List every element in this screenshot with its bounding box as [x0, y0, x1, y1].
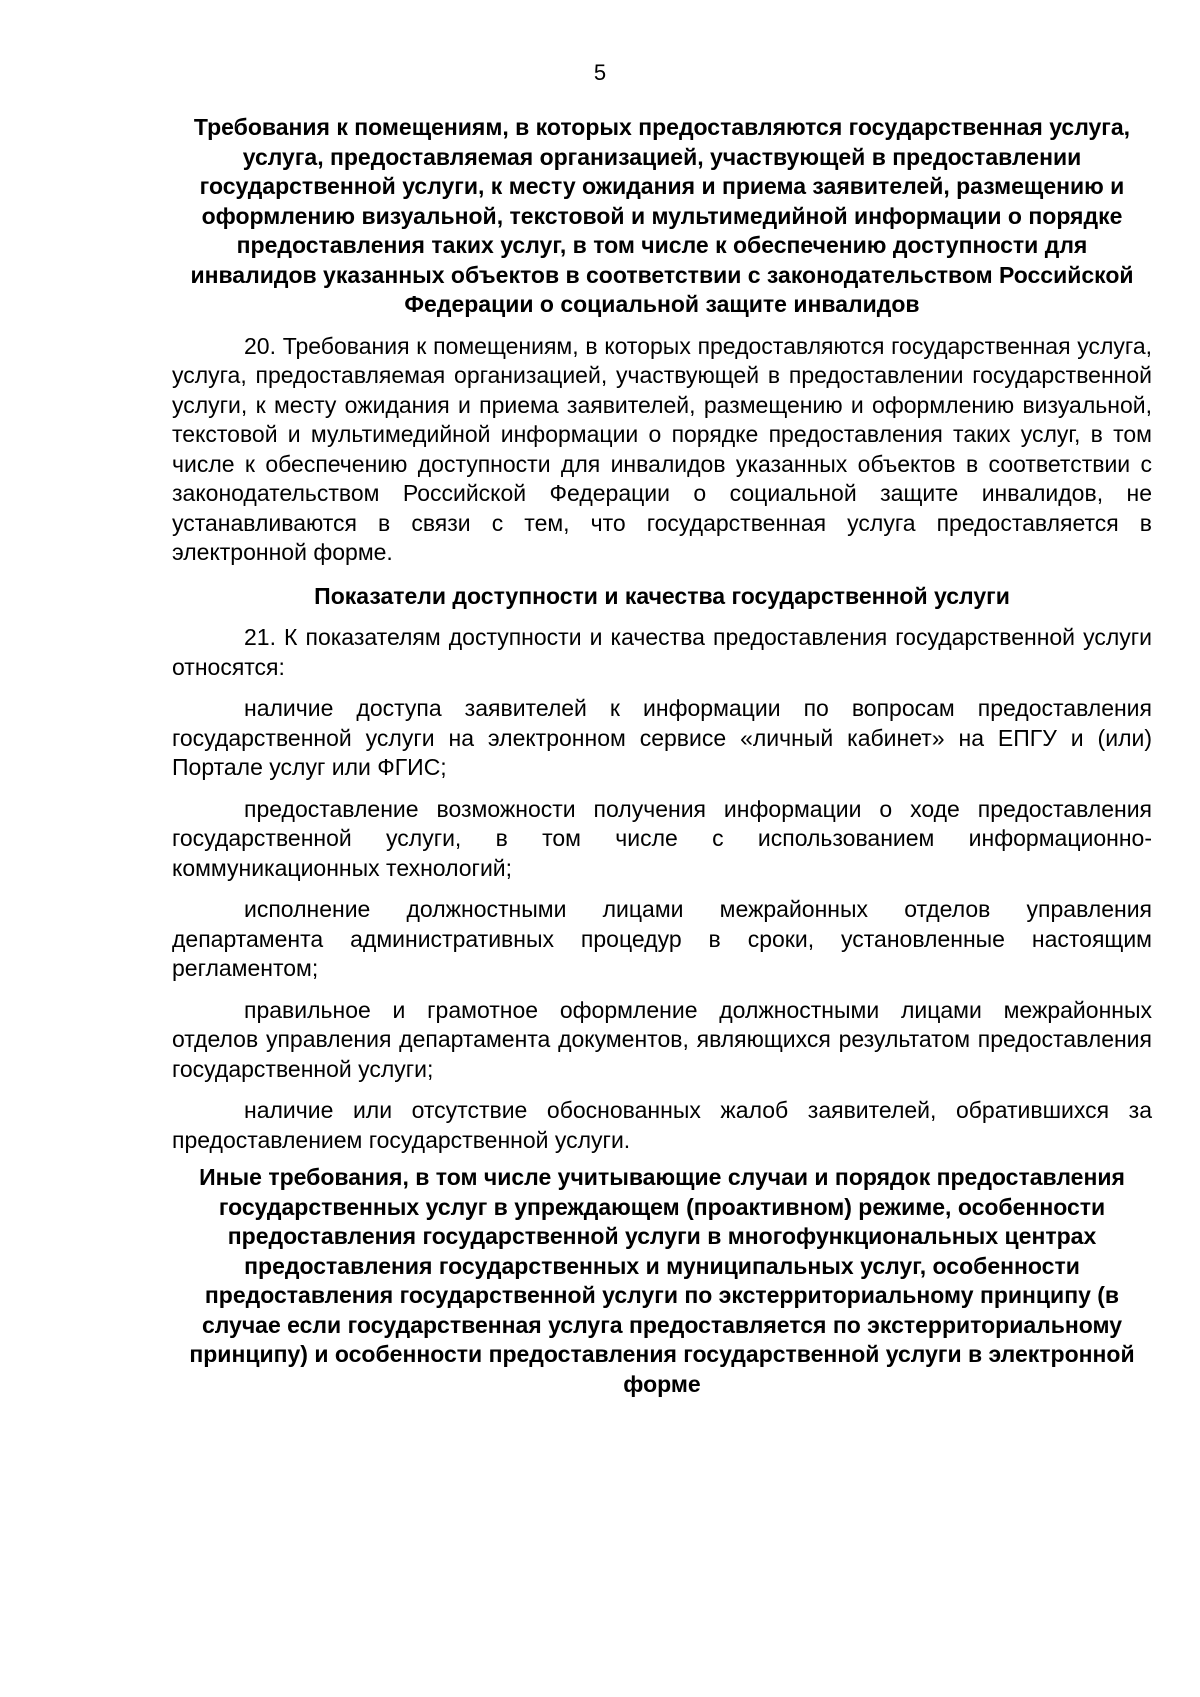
list-item: предоставление возможности получения информации о ходе предоставления государственной услуги, в том числе с использованием информационно-коммуникационных технологий; [172, 795, 1152, 881]
paragraph-21: 21. К показателям доступности и качества предоставления государственной услуги относятся: [172, 624, 1152, 680]
section-heading-premises-requirements: Требования к помещениям, в которых предоставляются государственная услуга, услуга, предоставляемая организацией, участвующей в предоставлении государственной услуги, к месту ожидания и приема заявителей, размещению и оформлению визуальной, текстовой и мультимедийной информации о порядке предоставления таких услуг, в том числе к обеспечению доступности для инвалидов указанных объектов в соответствии с законодательством Российской Федерации о социальной защите инвалидов [190, 114, 1134, 317]
list-item: правильное и грамотное оформление должностными лицами межрайонных отделов управления департамента документов, являющихся результатом предоставления государственной услуги; [172, 996, 1152, 1082]
page-number: 5 [593, 60, 607, 85]
list-item: исполнение должностными лицами межрайонных отделов управления департамента административных процедур в сроки, установленные настоящим регламентом; [172, 896, 1152, 981]
section-heading-accessibility-quality: Показатели доступности и качества государственной услуги [314, 582, 1010, 609]
section-heading-other-requirements: Иные требования, в том числе учитывающие случаи и порядок предоставления государственных услуг в упреждающем (проактивном) режиме, особенности предоставления государственной услуги в многофункциональных центрах предоставления государственных и муниципальных услуг, особенности предоставления государственной услуги по экстерриториальному принципу (в случае если государственная услуга предоставляется по экстерриториальному принципу) и особенности предоставления государственной услуги в электронной форме [189, 1164, 1135, 1397]
document-body [172, 113, 1152, 1399]
list-item: наличие или отсутствие обоснованных жалоб заявителей, обратившихся за предоставлением государственной услуги. [172, 1097, 1152, 1153]
list-item: наличие доступа заявителей к информации по вопросам предоставления государственной услуги на электронном сервисе «личный кабинет» на ЕПГУ и (или) Портале услуг или ФГИС; [172, 695, 1152, 780]
paragraph-20: 20. Требования к помещениям, в которых предоставляются государственная услуга, услуга, предоставляемая организацией, участвующей в предоставлении государственной услуги, к месту ожидания и приема заявителей, размещению и оформлению визуальной, текстовой и мультимедийной информации о порядке предоставления таких услуг, в том числе к обеспечению доступности для инвалидов указанных объектов в соответствии с законодательством Российской Федерации о социальной защите инвалидов, не устанавливаются в связи с тем, что государственная услуга предоставляется в электронной форме. [172, 332, 1152, 565]
